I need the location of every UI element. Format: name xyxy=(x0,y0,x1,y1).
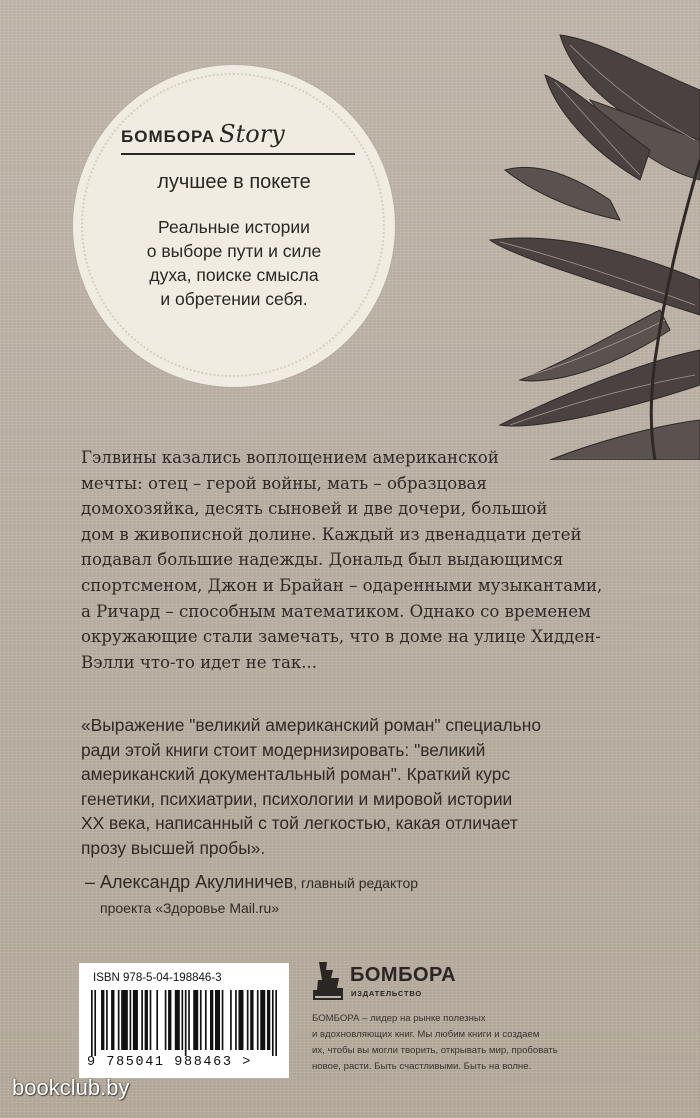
series-description: Реальные истории о выборе пути и силе духа, поиске смысла и обретении себя. xyxy=(146,217,322,309)
reviewer-role: , главный редактор xyxy=(293,875,419,891)
isbn-label: ISBN 978-5-04-198846-3 xyxy=(93,972,222,984)
leaves-illustration xyxy=(450,30,700,460)
reviewer-name: – Александр Акулиничев xyxy=(85,872,294,892)
publisher-desc-brand: БОМБОРА xyxy=(312,1013,360,1024)
quote-attribution xyxy=(85,870,645,920)
publisher-description xyxy=(312,1011,692,1075)
series-brand-name: БОМБОРА xyxy=(121,127,216,146)
reviewer-project: проекта «Здоровье Mail.ru» xyxy=(100,900,280,916)
barcode-panel xyxy=(79,963,289,1078)
review-quote: «Выражение "великий американский роман" специально ради этой книги стоит модернизировать: "великий американский документальный роман". Краткий курс генетики, психиатрии, психологии и мировой истории XX века, написанный с той легкостью, какая отличает прозу высшей пробы». xyxy=(81,715,541,858)
series-tagline: лучшее в покете xyxy=(157,171,311,193)
series-brand xyxy=(121,120,361,148)
series-brand-script: Story xyxy=(219,120,285,148)
barcode-bars xyxy=(91,990,277,1056)
watermark: bookclub.by xyxy=(12,1075,130,1100)
publisher-logo-icon xyxy=(313,960,343,1002)
brand-underline xyxy=(121,153,355,155)
publisher-subtitle: ИЗДАТЕЛЬСТВО xyxy=(351,989,422,998)
publisher-desc-text: – лидер на рынке полезных и вдохновляющих книг. Мы любим книги и создаем их, чтобы вы могли творить, открывать мир, пробовать новое, расти. Быть счастливыми. Быть на волне. xyxy=(312,1013,558,1072)
book-synopsis: Гэлвины казались воплощением американской мечты: отец – герой войны, мать – образцовая домохозяйка, десять сыновей и две дочери, большой дом в живописной долине. Каждый из двенадцати детей подавал большие надежды. Дональд был выдающимся спортсменом, Джон и Брайан – одаренными музыкантами, а Ричард – способным математиком. Однако со временем окружающие стали замечать, что в доме на улице Хидден- Вэлли что-то идет не так... xyxy=(81,448,603,672)
series-badge xyxy=(73,65,395,387)
barcode-digits: 9 785041 988463 > xyxy=(87,1055,252,1070)
publisher-name: БОМБОРА xyxy=(350,964,457,986)
